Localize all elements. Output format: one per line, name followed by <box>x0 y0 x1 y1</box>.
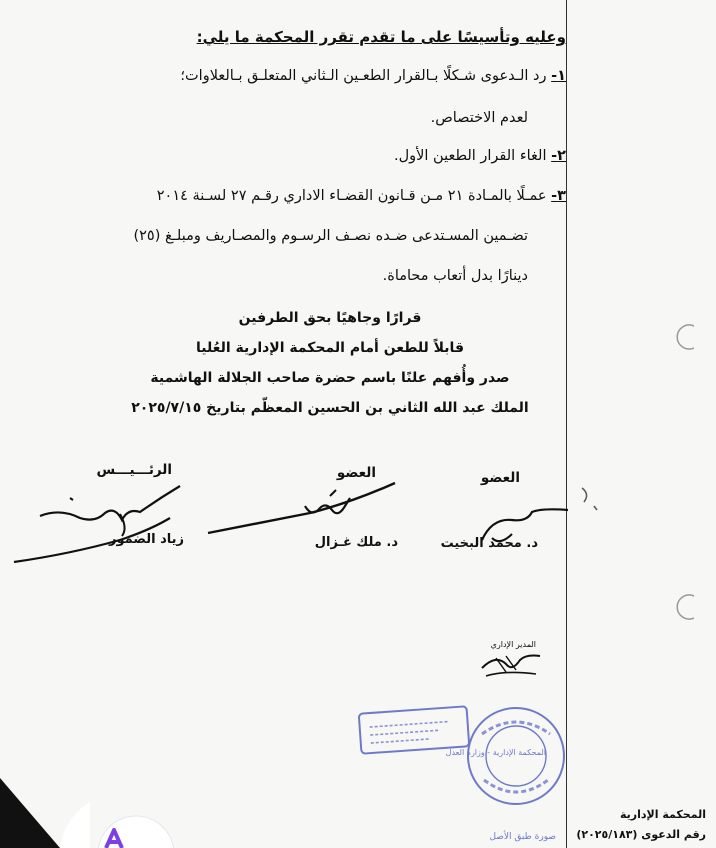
decision-heading: وعليه وتأسيسًا على ما تقدم تقرر المحكمة ما يلي: <box>196 28 566 46</box>
member2-role: العضو <box>480 470 520 486</box>
certified-copy-stamp: صورة طبق الأصل <box>489 832 556 842</box>
corner-shadow <box>0 778 90 848</box>
ruling-item-1 <box>180 68 566 84</box>
verdict-line-3: صدر وأُفهم علنًا باسم حضرة صاحب الجلالة الهاشمية <box>150 370 510 386</box>
ruling-item-2 <box>394 148 566 164</box>
president-role: الرئـــيـــس <box>96 462 172 478</box>
ruling-item-3-continuation-2: دينارًا بدل أتعاب محاماة. <box>382 268 528 284</box>
binder-hole-mark <box>672 592 702 622</box>
footer-case-number: رقم الدعوى (٢٠٢٥/١٨٣) <box>576 828 706 841</box>
verdict-line-2: قابلاً للطعن أمام المحكمة الإدارية العُليا <box>196 340 464 356</box>
admin-director-signature <box>476 648 546 684</box>
item-text: رد الـدعوى شـكلًا بـالقرار الطعـين الـثاني المتعلـق بـالعلاوات؛ <box>180 68 547 84</box>
item-number: ٣- <box>551 188 566 204</box>
member2-signature <box>472 498 582 553</box>
ruling-item-3 <box>157 188 566 204</box>
item-number: ٢- <box>551 148 566 164</box>
member2-name: د. محمد البخيت <box>440 536 538 551</box>
president-name: زياد الضمور <box>109 532 184 547</box>
footer-court-name: المحكمة الإدارية <box>620 808 706 821</box>
ruling-item-1-continuation: لعدم الاختصاص. <box>430 110 528 126</box>
margin-pen-mark <box>576 480 606 520</box>
item-text: عمـلًا بالمـادة ٢١ مـن قـانون القضـاء الاداري رقـم ٢٧ لسـنة ٢٠١٤ <box>156 188 547 204</box>
ruling-item-3-continuation: تضـمين المسـتدعى ضـده نصـف الرسـوم والمصـاريف ومبلـغ (٢٥) <box>133 228 528 244</box>
item-number: ١- <box>551 68 566 84</box>
member1-name: د. ملك غـزال <box>314 535 398 550</box>
item-text: الغاء القرار الطعين الأول. <box>393 148 547 164</box>
binder-hole-mark <box>672 322 702 352</box>
admin-director-label: المدير الإداري <box>490 640 536 649</box>
member1-signature <box>200 478 400 548</box>
court-round-stamp <box>445 704 568 808</box>
member1-role: العضو <box>336 465 376 481</box>
app-overlay-badge <box>96 808 176 848</box>
verdict-line-1: قرارًا وجاهيًا بحق الطرفين <box>238 310 422 326</box>
president-signature <box>10 478 190 568</box>
stamp-text: المحكمة الإدارية - وزارة العدل <box>445 748 546 757</box>
verdict-line-4: الملك عبد الله الثاني بن الحسين المعظّم بتاريخ ٢٠٢٥/٧/١٥ <box>131 400 529 416</box>
